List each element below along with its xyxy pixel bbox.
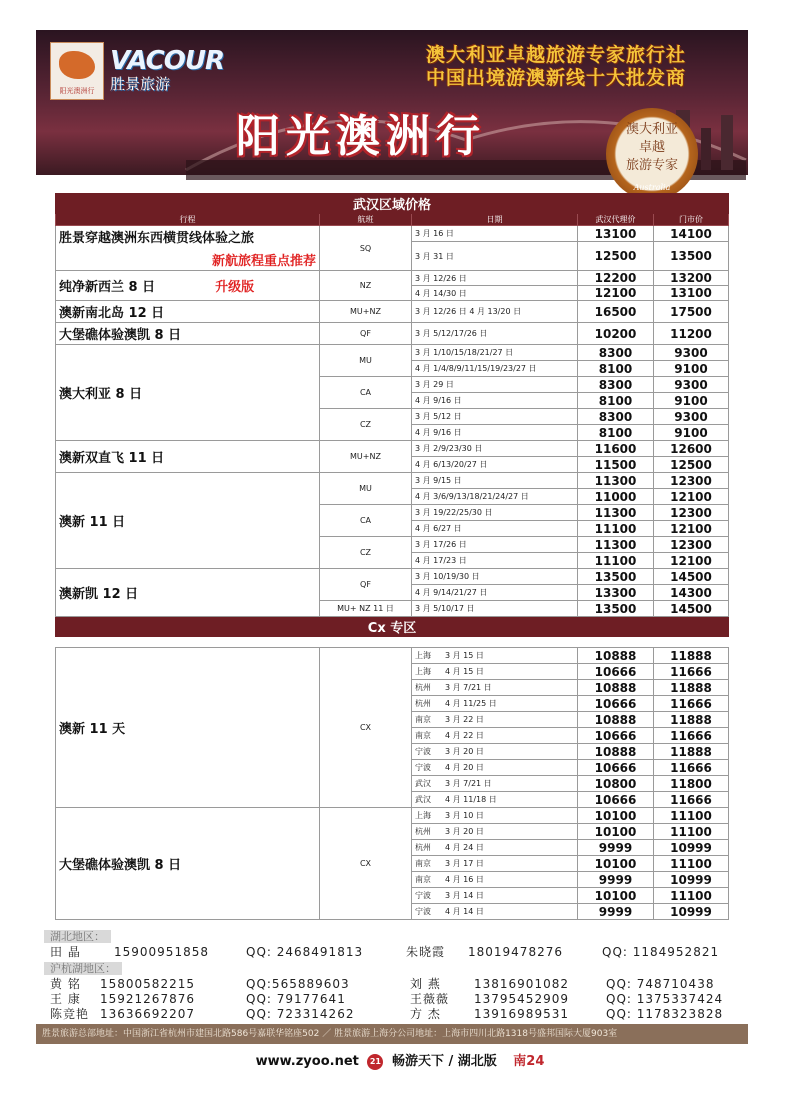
date-text: 4 月 24 日	[445, 843, 484, 852]
agent-price: 10800	[578, 776, 654, 792]
contact-phone: 13795452909	[474, 992, 569, 1006]
route-name: 澳新 11 天	[56, 648, 320, 808]
route-name: 澳新 11 日	[56, 473, 320, 569]
retail-price: 13100	[654, 286, 729, 301]
date-cell: 3 月 5/12 日	[412, 409, 578, 425]
agent-price: 10100	[578, 808, 654, 824]
flight-cell: MU+ NZ 11 日	[320, 601, 412, 617]
date-text: 3 月 10 日	[445, 811, 484, 820]
date-cell: 4 月 6/13/20/27 日	[412, 457, 578, 473]
route-cell	[56, 226, 320, 271]
departure-city: 南京	[415, 715, 431, 724]
col-route: 行程	[56, 214, 320, 226]
date-cell: 3 月 1/10/15/18/21/27 日	[412, 345, 578, 361]
page-footer	[0, 1050, 800, 1070]
contacts-section	[36, 924, 748, 1024]
agent-price: 11100	[578, 553, 654, 569]
departure-city: 武汉	[415, 795, 431, 804]
retail-price: 12100	[654, 489, 729, 505]
retail-price: 11200	[654, 323, 729, 345]
contact-qq: QQ: 723314262	[246, 1007, 355, 1021]
route-name: 纯净新西兰 8 日	[59, 280, 156, 295]
contact-phone: 15800582215	[100, 977, 195, 991]
date-cell	[412, 712, 578, 728]
route-name: 大堡礁体验澳凯 8 日	[56, 808, 320, 920]
date-cell	[412, 856, 578, 872]
agent-price: 11100	[578, 521, 654, 537]
agent-price: 13300	[578, 585, 654, 601]
date-cell: 3 月 19/22/25/30 日	[412, 505, 578, 521]
contact-phone: 13916989531	[474, 1007, 569, 1021]
agent-price: 11300	[578, 505, 654, 521]
table-row	[56, 226, 729, 242]
date-cell: 3 月 9/15 日	[412, 473, 578, 489]
agent-price: 12200	[578, 271, 654, 286]
date-cell	[412, 760, 578, 776]
departure-city: 上海	[415, 667, 431, 676]
date-cell: 4 月 17/23 日	[412, 553, 578, 569]
flight-cell: CX	[320, 808, 412, 920]
retail-price: 11666	[654, 696, 729, 712]
date-cell: 4 月 6/27 日	[412, 521, 578, 537]
header-banner	[36, 30, 748, 192]
flight-cell: CA	[320, 505, 412, 537]
agent-price: 8300	[578, 409, 654, 425]
retail-price: 12100	[654, 521, 729, 537]
agent-price: 11000	[578, 489, 654, 505]
section-title-wuhan: 武汉区域价格	[56, 194, 729, 214]
retail-price: 11888	[654, 648, 729, 664]
retail-price: 11666	[654, 760, 729, 776]
date-cell: 4 月 9/16 日	[412, 393, 578, 409]
flight-cell: CZ	[320, 409, 412, 441]
contact-name: 田 晶	[50, 945, 81, 959]
slogan-line-1: 澳大利亚卓越旅游专家旅行社	[425, 44, 686, 66]
date-text: 3 月 15 日	[445, 651, 484, 660]
col-agent-price: 武汉代理价	[578, 214, 654, 226]
date-cell	[412, 744, 578, 760]
flight-cell: MU	[320, 345, 412, 377]
date-cell: 4 月 14/30 日	[412, 286, 578, 301]
retail-price: 12600	[654, 441, 729, 457]
table-row	[56, 441, 729, 457]
agent-price: 10666	[578, 760, 654, 776]
wuhan-price-table	[55, 193, 729, 637]
region-label-hubei: 湖北地区：	[44, 930, 111, 943]
retail-price: 12100	[654, 553, 729, 569]
table-row	[56, 473, 729, 489]
departure-city: 上海	[415, 651, 431, 660]
magazine-name: 畅游天下 / 湖北版	[391, 1054, 497, 1069]
flight-cell: MU	[320, 473, 412, 505]
agent-price: 10888	[578, 680, 654, 696]
agent-price: 16500	[578, 301, 654, 323]
date-cell	[412, 872, 578, 888]
date-cell: 3 月 17/26 日	[412, 537, 578, 553]
retail-price: 11888	[654, 744, 729, 760]
col-retail-price: 门市价	[654, 214, 729, 226]
retail-price: 14300	[654, 585, 729, 601]
contact-phone: 15921267876	[100, 992, 195, 1006]
contact-name: 陈竞艳	[50, 1007, 90, 1021]
contact-row	[50, 992, 740, 1007]
contact-name: 王薇薇	[410, 992, 450, 1006]
agent-price: 10666	[578, 664, 654, 680]
flight-cell: CZ	[320, 537, 412, 569]
agent-price: 9999	[578, 872, 654, 888]
date-cell	[412, 840, 578, 856]
website-link[interactable]: www.zyoo.net	[255, 1054, 359, 1069]
retail-price: 11666	[654, 728, 729, 744]
agent-price: 10100	[578, 824, 654, 840]
flight-cell: QF	[320, 323, 412, 345]
australia-map-icon	[59, 51, 95, 79]
seal-line-3: 旅游专家	[625, 158, 678, 173]
date-cell: 4 月 1/4/8/9/11/15/19/23/27 日	[412, 361, 578, 377]
brand-name-en: VACOUR	[110, 46, 224, 76]
route-name: 大堡礁体验澳凯 8 日	[56, 323, 320, 345]
date-cell: 4 月 3/6/9/13/18/21/24/27 日	[412, 489, 578, 505]
retail-price: 10999	[654, 840, 729, 856]
date-cell: 3 月 12/26 日 4 月 13/20 日	[412, 301, 578, 323]
expert-seal	[606, 108, 698, 200]
agent-price: 10666	[578, 728, 654, 744]
page-title: 阳光澳洲行	[236, 111, 486, 162]
flight-cell: MU+NZ	[320, 441, 412, 473]
retail-price: 14500	[654, 569, 729, 585]
contact-name: 王 康	[50, 992, 81, 1006]
contact-qq: QQ: 2468491813	[246, 945, 364, 959]
departure-city: 武汉	[415, 779, 431, 788]
agent-price: 8100	[578, 361, 654, 377]
retail-price: 9300	[654, 377, 729, 393]
date-cell	[412, 664, 578, 680]
col-date: 日期	[412, 214, 578, 226]
agent-price: 8100	[578, 393, 654, 409]
flight-cell: NZ	[320, 271, 412, 301]
contact-row	[50, 1007, 740, 1022]
departure-city: 杭州	[415, 843, 431, 852]
date-text: 3 月 20 日	[445, 827, 484, 836]
agent-price: 10888	[578, 712, 654, 728]
departure-city: 南京	[415, 875, 431, 884]
retail-price: 11100	[654, 808, 729, 824]
route-name: 澳大利亚 8 日	[56, 345, 320, 441]
contact-qq: QQ: 1375337424	[606, 992, 724, 1006]
retail-price: 14100	[654, 226, 729, 242]
cx-price-table	[55, 647, 729, 920]
retail-price: 11100	[654, 888, 729, 904]
date-cell: 3 月 12/26 日	[412, 271, 578, 286]
agent-price: 11300	[578, 537, 654, 553]
date-text: 4 月 14 日	[445, 907, 484, 916]
flight-cell: CA	[320, 377, 412, 409]
retail-price: 11800	[654, 776, 729, 792]
retail-price: 10999	[654, 904, 729, 920]
flight-cell: CX	[320, 648, 412, 808]
agent-price: 10100	[578, 888, 654, 904]
table-row	[56, 345, 729, 361]
agent-price: 9999	[578, 840, 654, 856]
seal-line-2: 卓越	[638, 140, 665, 155]
route-name: 澳新凯 12 日	[56, 569, 320, 617]
contact-name: 朱晓霞	[406, 945, 446, 959]
brand-name-cn: 胜景旅游	[110, 75, 171, 93]
table-row	[56, 301, 729, 323]
retail-price: 11100	[654, 856, 729, 872]
contact-name: 方 杰	[410, 1007, 441, 1021]
date-cell	[412, 792, 578, 808]
retail-price: 17500	[654, 301, 729, 323]
date-cell: 3 月 2/9/23/30 日	[412, 441, 578, 457]
contact-qq: QQ:565889603	[246, 977, 350, 991]
departure-city: 南京	[415, 731, 431, 740]
retail-price: 9100	[654, 361, 729, 377]
contact-qq: QQ: 1184952821	[602, 945, 720, 959]
retail-price: 11888	[654, 680, 729, 696]
agent-price: 10666	[578, 792, 654, 808]
region-label-huhang: 沪杭湖地区：	[44, 962, 122, 975]
date-cell: 4 月 9/14/21/27 日	[412, 585, 578, 601]
route-tag: 新航旅程重点推荐	[211, 254, 316, 269]
address-footer: 胜景旅游总部地址：中国浙江省杭州市建国北路586号嘉联华铭座502 ／ 胜景旅游上海分公司地址：上海市四川北路1318号盛邦国际大厦903室	[36, 1024, 748, 1044]
agent-price: 11300	[578, 473, 654, 489]
table-row	[56, 323, 729, 345]
date-cell: 3 月 5/12/17/26 日	[412, 323, 578, 345]
agent-price: 8100	[578, 425, 654, 441]
route-cell	[56, 271, 320, 301]
retail-price: 9100	[654, 425, 729, 441]
agent-price: 11600	[578, 441, 654, 457]
retail-price: 11666	[654, 664, 729, 680]
date-text: 4 月 11/25 日	[445, 699, 497, 708]
date-cell	[412, 776, 578, 792]
col-flight: 航班	[320, 214, 412, 226]
retail-price: 12500	[654, 457, 729, 473]
date-cell	[412, 888, 578, 904]
agent-price: 8300	[578, 345, 654, 361]
date-text: 4 月 16 日	[445, 875, 484, 884]
contact-row	[50, 945, 740, 960]
date-cell	[412, 808, 578, 824]
contact-qq: QQ: 1178323828	[606, 1007, 724, 1021]
departure-city: 宁波	[415, 891, 431, 900]
agent-price: 9999	[578, 904, 654, 920]
retail-price: 12300	[654, 505, 729, 521]
date-cell: 4 月 9/16 日	[412, 425, 578, 441]
contact-phone: 13816901082	[474, 977, 569, 991]
magazine-logo-icon: 21	[367, 1054, 383, 1070]
date-cell	[412, 728, 578, 744]
contact-name: 黄 铭	[50, 977, 81, 991]
table-row	[56, 808, 729, 824]
section-title-cx: Cx 专区	[56, 617, 729, 637]
date-cell	[412, 648, 578, 664]
contact-name: 刘 燕	[410, 977, 441, 991]
retail-price: 10999	[654, 872, 729, 888]
date-text: 3 月 14 日	[445, 891, 484, 900]
table-row	[56, 569, 729, 585]
agent-price: 11500	[578, 457, 654, 473]
agent-price: 12100	[578, 286, 654, 301]
flight-cell: MU+NZ	[320, 301, 412, 323]
seal-sub: Australia	[633, 183, 671, 192]
contact-qq: QQ: 748710438	[606, 977, 715, 991]
departure-city: 杭州	[415, 699, 431, 708]
agent-price: 10666	[578, 696, 654, 712]
departure-city: 宁波	[415, 747, 431, 756]
date-text: 4 月 20 日	[445, 763, 484, 772]
date-cell	[412, 696, 578, 712]
date-text: 3 月 20 日	[445, 747, 484, 756]
page	[36, 30, 748, 1048]
retail-price: 13200	[654, 271, 729, 286]
agent-price: 12500	[578, 242, 654, 271]
agent-price: 10200	[578, 323, 654, 345]
departure-city: 宁波	[415, 907, 431, 916]
departure-city: 上海	[415, 811, 431, 820]
page-number: 南24	[513, 1054, 545, 1069]
date-cell: 3 月 31 日	[412, 242, 578, 271]
departure-city: 宁波	[415, 763, 431, 772]
flight-cell: SQ	[320, 226, 412, 271]
table-row	[56, 271, 729, 286]
logo-caption: 阳光澳洲行	[59, 87, 95, 95]
date-cell	[412, 904, 578, 920]
date-text: 3 月 17 日	[445, 859, 484, 868]
retail-price: 9100	[654, 393, 729, 409]
agent-price: 13500	[578, 601, 654, 617]
date-text: 4 月 11/18 日	[445, 795, 497, 804]
retail-price: 9300	[654, 409, 729, 425]
agent-price: 8300	[578, 377, 654, 393]
agent-price: 10888	[578, 744, 654, 760]
date-cell: 3 月 5/10/17 日	[412, 601, 578, 617]
date-text: 3 月 7/21 日	[445, 683, 492, 692]
departure-city: 杭州	[415, 827, 431, 836]
seal-line-1: 澳大利亚	[625, 122, 678, 137]
date-text: 4 月 22 日	[445, 731, 484, 740]
route-name: 澳新双直飞 11 日	[56, 441, 320, 473]
retail-price: 9300	[654, 345, 729, 361]
agent-price: 10888	[578, 648, 654, 664]
date-cell	[412, 680, 578, 696]
date-text: 4 月 15 日	[445, 667, 484, 676]
retail-price: 14500	[654, 601, 729, 617]
date-cell	[412, 824, 578, 840]
retail-price: 12300	[654, 473, 729, 489]
table-row	[56, 648, 729, 664]
route-tag: 升级版	[215, 280, 255, 295]
contact-phone: 15900951858	[114, 945, 209, 959]
date-cell: 3 月 16 日	[412, 226, 578, 242]
departure-city: 杭州	[415, 683, 431, 692]
flight-cell: QF	[320, 569, 412, 601]
contact-phone: 13636692207	[100, 1007, 195, 1021]
date-cell: 3 月 10/19/30 日	[412, 569, 578, 585]
retail-price: 13500	[654, 242, 729, 271]
brand-logo	[110, 46, 224, 94]
route-name: 澳新南北岛 12 日	[56, 301, 320, 323]
company-logo	[50, 42, 104, 100]
contact-qq: QQ: 79177641	[246, 992, 346, 1006]
retail-price: 11888	[654, 712, 729, 728]
date-cell: 3 月 29 日	[412, 377, 578, 393]
retail-price: 12300	[654, 537, 729, 553]
route-name: 胜景穿越澳洲东西横贯线体验之旅	[59, 231, 255, 246]
slogan	[426, 44, 686, 90]
date-text: 3 月 22 日	[445, 715, 484, 724]
contact-row	[50, 977, 740, 992]
agent-price: 13500	[578, 569, 654, 585]
retail-price: 11666	[654, 792, 729, 808]
contact-phone: 18019478276	[468, 945, 563, 959]
retail-price: 11100	[654, 824, 729, 840]
slogan-line-2: 中国出境游澳新线十大批发商	[425, 67, 686, 89]
agent-price: 10100	[578, 856, 654, 872]
agent-price: 13100	[578, 226, 654, 242]
departure-city: 南京	[415, 859, 431, 868]
date-text: 3 月 7/21 日	[445, 779, 492, 788]
